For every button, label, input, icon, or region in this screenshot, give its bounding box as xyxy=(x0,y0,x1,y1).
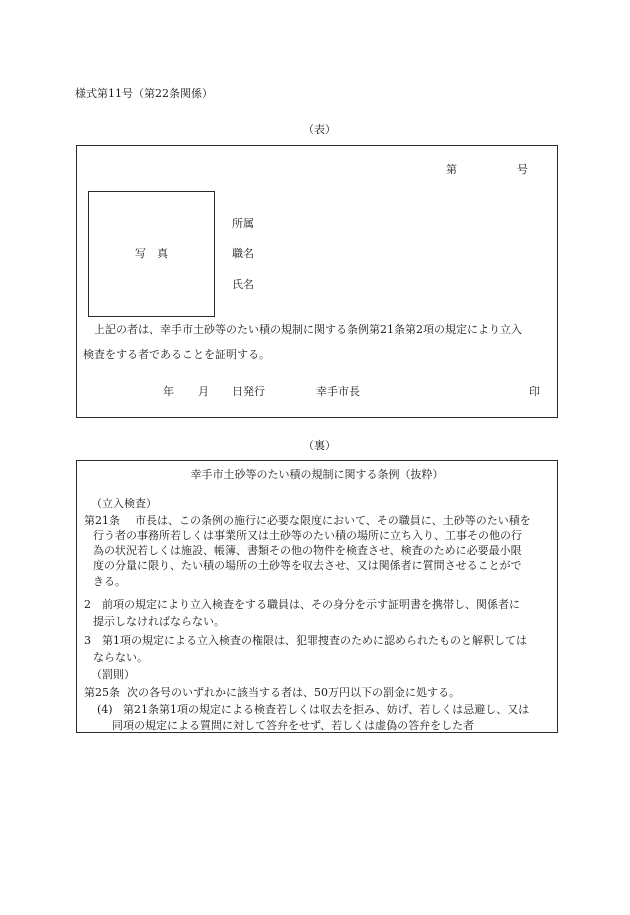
article-25-text: 次の各号のいずれかに該当する者は、50万円以下の罰金に処する。 xyxy=(127,686,460,699)
number-go: 号 xyxy=(517,163,528,176)
article-21-line: 度の分量に限り、たい積の場所の土砂等を収去させ、又は関係者に質問させることがで xyxy=(93,559,522,572)
article-21-line: 市長は、この条例の施行に必要な限度において、その職員に、土砂等のたい積を xyxy=(135,514,531,527)
heading-penalty: （罰則） xyxy=(91,668,135,681)
paragraph-3-line: ならない。 xyxy=(93,651,148,664)
paragraph-2-line: 前項の規定により立入検査をする職員は、その身分を示す証明書を携帯し、関係者に xyxy=(102,598,520,611)
paragraph-3-line: 第1項の規定による立入検査の権限は、犯罪捜査のために認められたものと解釈しては xyxy=(102,634,527,647)
article-21-line: きる。 xyxy=(93,575,126,588)
paragraph-2-number: 2 xyxy=(84,598,91,611)
certificate-back xyxy=(76,460,558,733)
paragraph-3-number: 3 xyxy=(84,634,91,647)
date-month: 月 xyxy=(198,385,209,398)
statement-line-1: 上記の者は、幸手市土砂等のたい積の規制に関する条例第21条第2項の規定により立入 xyxy=(94,323,522,336)
back-side-label: （裏） xyxy=(303,439,336,452)
article-21-number: 第21条 xyxy=(84,514,120,527)
front-side-label: （表） xyxy=(303,123,336,136)
field-name: 氏名 xyxy=(232,278,254,291)
statement-line-2: 検査をする者であることを証明する。 xyxy=(83,348,270,361)
item-4-line: 第21条第1項の規定による検査若しくは収去を拒み、妨げ、若しくは忌避し、又は xyxy=(123,703,530,716)
form-number-label: 様式第11号（第22条関係） xyxy=(75,87,213,100)
article-25-number: 第25条 xyxy=(84,686,120,699)
number-dai: 第 xyxy=(446,163,457,176)
item-4-line: 同項の規定による質問に対して答弁をせず、若しくは虚偽の答弁をした者 xyxy=(112,719,475,732)
issuer: 幸手市長 xyxy=(316,385,360,398)
paragraph-2-line: 提示しなければならない。 xyxy=(93,615,225,628)
field-affiliation: 所属 xyxy=(232,217,254,230)
photo-label: 写 真 xyxy=(135,247,168,260)
item-4-number: (4) xyxy=(97,703,113,716)
photo-box xyxy=(88,191,215,317)
article-21-line: 為の状況若しくは施設、帳簿、書類その他の物件を検査させ、検査のために必要最小限 xyxy=(93,544,522,557)
certificate-front xyxy=(76,145,558,418)
back-title: 幸手市土砂等のたい積の規制に関する条例（抜粋） xyxy=(190,468,444,481)
article-21-line: 行う者の事務所若しくは事業所又は土砂等のたい積の場所に立ち入り、工事その他の行 xyxy=(93,529,522,542)
date-issue: 日発行 xyxy=(232,385,265,398)
heading-inspection: （立入検査） xyxy=(91,497,157,510)
field-title: 職名 xyxy=(232,247,254,260)
seal-mark: 印 xyxy=(529,385,540,398)
date-year: 年 xyxy=(163,385,174,398)
